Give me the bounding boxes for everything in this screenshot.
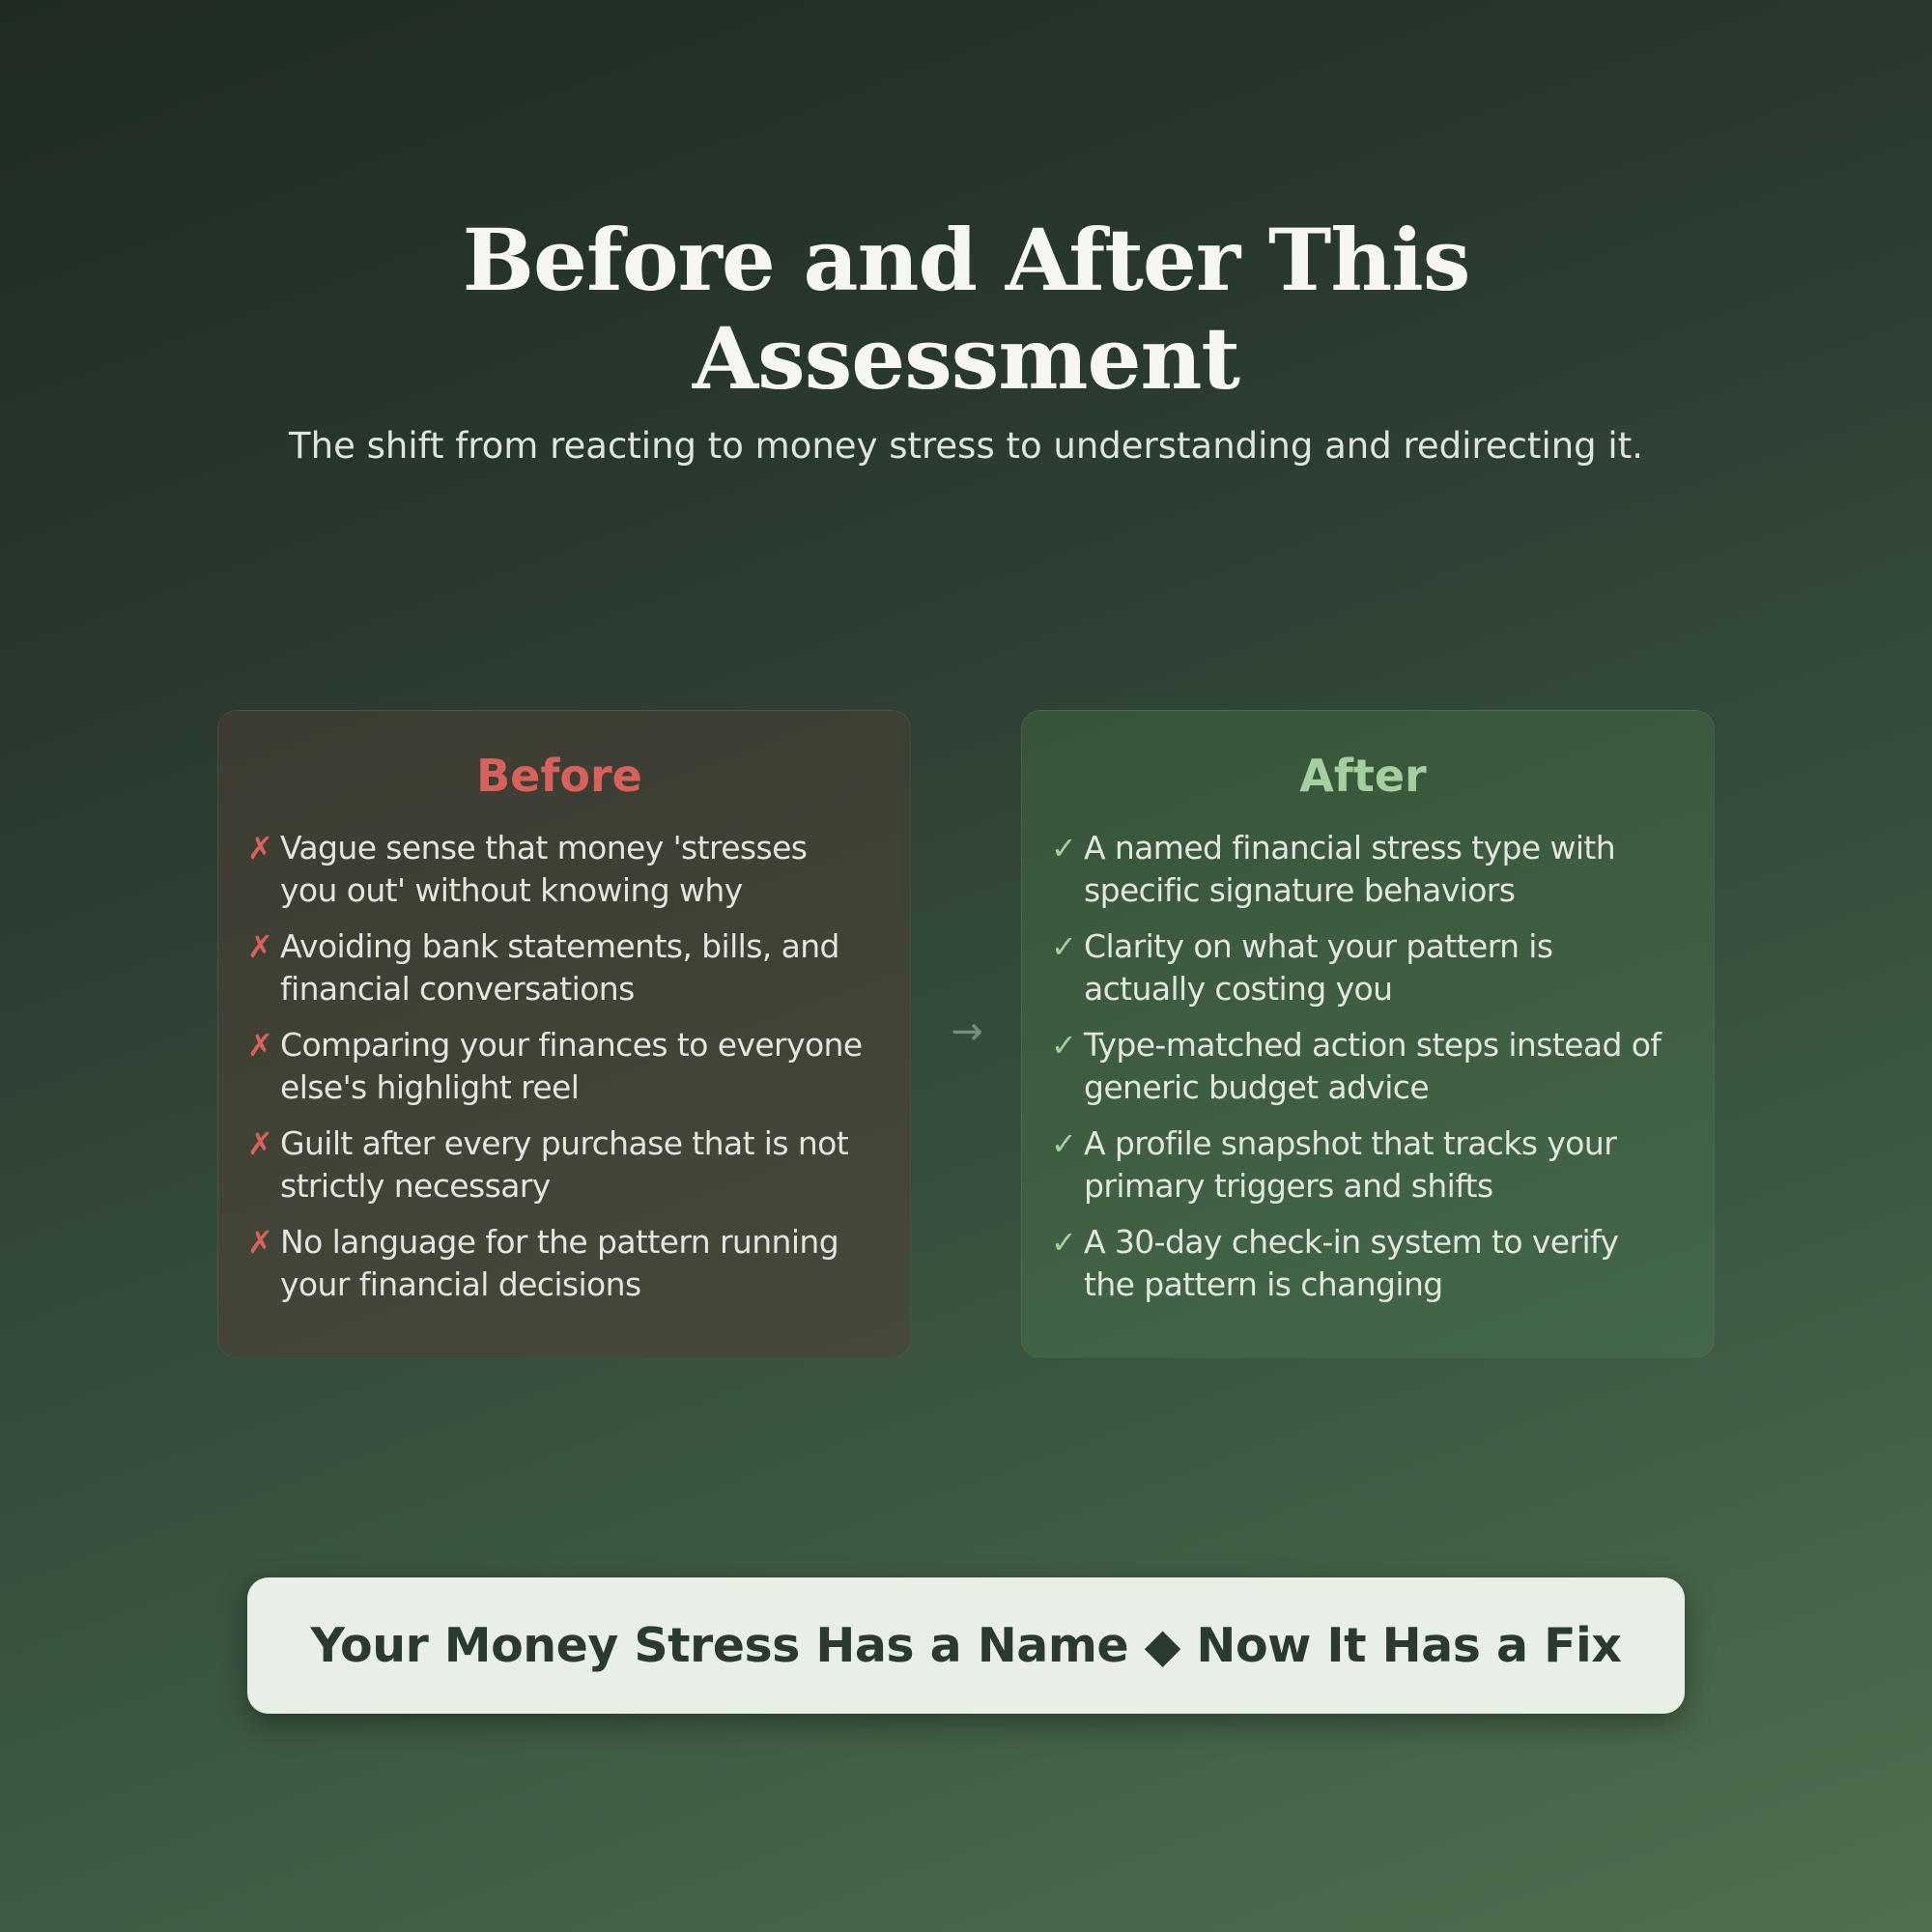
after-item-text: Clarity on what your pattern is actually costing you [1084, 927, 1553, 1008]
after-card [1021, 710, 1715, 1358]
after-list [1051, 827, 1675, 1306]
after-item-text: A profile snapshot that tracks your primary triggers and shifts [1084, 1124, 1617, 1205]
page-subtitle: The shift from reacting to money stress to understanding and redirecting it. [289, 425, 1643, 467]
before-item-text: Vague sense that money 'stresses you out' without knowing why [280, 829, 808, 909]
before-card [217, 710, 911, 1358]
after-list-item [1051, 925, 1675, 1010]
checkmark-icon: ✓ [1051, 1125, 1077, 1162]
after-item-text: Type-matched action steps instead of generic budget advice [1084, 1026, 1662, 1106]
cross-icon: ✗ [247, 1027, 273, 1064]
after-item-text: A named financial stress type with specific signature behaviors [1084, 829, 1616, 909]
cross-icon: ✗ [247, 1224, 273, 1261]
checkmark-icon: ✓ [1051, 1027, 1077, 1064]
before-item-text: No language for the pattern running your financial decisions [280, 1223, 839, 1303]
before-item-text: Avoiding bank statements, bills, and financial conversations [280, 927, 839, 1008]
after-card-title: After [1299, 750, 1427, 802]
cross-icon: ✗ [247, 830, 273, 867]
arrow-right-icon: → [951, 1009, 983, 1054]
after-list-item [1051, 827, 1675, 912]
before-card-title: Before [476, 750, 642, 802]
before-item-text: Comparing your finances to everyone else's highlight reel [280, 1026, 863, 1106]
checkmark-icon: ✓ [1051, 1224, 1077, 1261]
after-item-text: A 30-day check-in system to verify the pattern is changing [1084, 1223, 1619, 1303]
before-item-text: Guilt after every purchase that is not strictly necessary [280, 1124, 849, 1205]
cross-icon: ✗ [247, 1125, 273, 1162]
page-title: Before and After This Assessment [462, 210, 1470, 409]
cross-icon: ✗ [247, 928, 273, 965]
before-list-item [247, 1221, 871, 1306]
before-list-item [247, 925, 871, 1010]
checkmark-icon: ✓ [1051, 928, 1077, 965]
after-list-item [1051, 1122, 1675, 1208]
tagline-text: Your Money Stress Has a Name ◆ Now It Has a Fix [310, 1618, 1622, 1673]
tagline-banner [247, 1577, 1685, 1714]
checkmark-icon: ✓ [1051, 830, 1077, 867]
before-list-item [247, 1122, 871, 1208]
before-list [247, 827, 871, 1306]
before-list-item [247, 827, 871, 912]
before-list-item [247, 1024, 871, 1109]
after-list-item [1051, 1024, 1675, 1109]
after-list-item [1051, 1221, 1675, 1306]
